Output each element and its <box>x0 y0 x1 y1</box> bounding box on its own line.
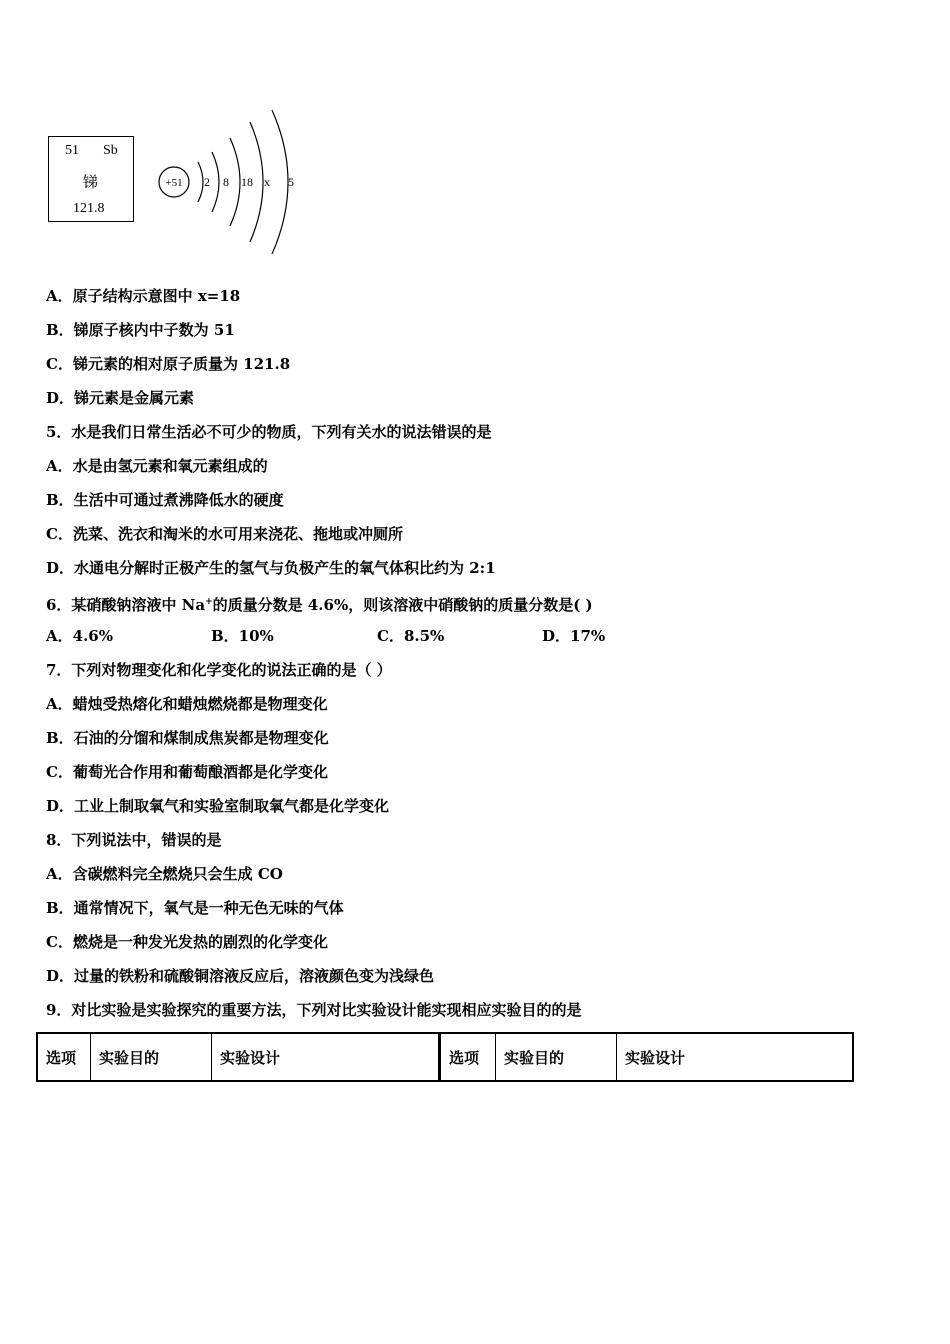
q6-option-a: A．4.6% <box>46 627 113 645</box>
q6-options <box>46 626 646 646</box>
nucleus-charge: +51 <box>165 177 183 189</box>
atom-structure-diagram <box>154 108 304 258</box>
q6-stem <box>46 592 593 615</box>
q6-stem-prefix: 6．某硝酸钠溶液中 Na <box>46 596 206 614</box>
q4-option-b: B．锑原子核内中子数为 51 <box>46 321 235 339</box>
antimony-figure <box>46 108 306 258</box>
table-header-row <box>37 1033 853 1081</box>
header-option-2: 选项 <box>440 1033 496 1081</box>
q8-option-a: A．含碳燃料完全燃烧只会生成 CO <box>46 865 283 883</box>
q5-option-b: B．生活中可通过煮沸降低水的硬度 <box>46 491 284 509</box>
experiment-table <box>36 1032 854 1082</box>
q7-stem: 7．下列对物理变化和化学变化的说法正确的是（ ） <box>46 661 392 679</box>
q8-option-c: C．燃烧是一种发光发热的剧烈的化学变化 <box>46 933 328 951</box>
q7-option-a: A．蜡烛受热熔化和蜡烛燃烧都是物理变化 <box>46 695 328 713</box>
q5-option-c: C．洗菜、洗衣和淘米的水可用来浇花、拖地或冲厕所 <box>46 525 403 543</box>
shell-arc-2 <box>212 152 219 212</box>
shell-label-3: 18 <box>241 175 253 189</box>
header-purpose-2: 实验目的 <box>496 1033 617 1081</box>
shell-label-1: 2 <box>204 175 210 189</box>
atomic-number: 51 <box>65 143 79 158</box>
q9-stem: 9．对比实验是实验探究的重要方法，下列对比实验设计能实现相应实验目的的是 <box>46 1001 582 1019</box>
q4-option-c: C．锑元素的相对原子质量为 121.8 <box>46 355 291 373</box>
q7-option-d: D．工业上制取氧气和实验室制取氧气都是化学变化 <box>46 797 390 815</box>
q7-option-b: B．石油的分馏和煤制成焦炭都是物理变化 <box>46 729 329 747</box>
shell-arc-1 <box>198 162 203 202</box>
q6-option-c: C．8.5% <box>377 627 445 645</box>
header-design-1: 实验设计 <box>212 1033 440 1081</box>
element-symbol: Sb <box>103 143 118 158</box>
shell-arc-5 <box>272 110 288 254</box>
q7-option-c: C．葡萄光合作用和葡萄酿酒都是化学变化 <box>46 763 328 781</box>
header-option-1: 选项 <box>37 1033 91 1081</box>
q6-option-b: B．10% <box>211 627 274 645</box>
q4-option-a: A．原子结构示意图中 x=18 <box>46 287 241 305</box>
q6-stem-suffix: 的质量分数是 4.6%，则该溶液中硝酸钠的质量分数是( ) <box>212 596 593 614</box>
q8-option-b: B．通常情况下，氧气是一种无色无味的气体 <box>46 899 344 917</box>
q4-option-d: D．锑元素是金属元素 <box>46 389 195 407</box>
q8-stem: 8．下列说法中，错误的是 <box>46 831 222 849</box>
atomic-mass: 121.8 <box>73 201 105 216</box>
shell-arc-3 <box>230 138 240 226</box>
q5-option-a: A．水是由氢元素和氧元素组成的 <box>46 457 268 475</box>
element-name: 锑 <box>83 173 99 191</box>
q5-stem: 5．水是我们日常生活必不可少的物质，下列有关水的说法错误的是 <box>46 423 492 441</box>
header-design-2: 实验设计 <box>617 1033 854 1081</box>
q6-option-d: D．17% <box>542 627 606 645</box>
element-card <box>48 136 134 222</box>
shell-label-5: 5 <box>288 175 294 189</box>
shell-label-4: x <box>264 175 270 189</box>
shell-label-2: 8 <box>223 175 229 189</box>
header-purpose-1: 实验目的 <box>91 1033 212 1081</box>
q5-option-d: D．水通电分解时正极产生的氢气与负极产生的氧气体积比约为 2:1 <box>46 559 496 577</box>
q6-stem-sup: + <box>205 597 213 607</box>
q8-option-d: D．过量的铁粉和硫酸铜溶液反应后，溶液颜色变为浅绿色 <box>46 967 435 985</box>
